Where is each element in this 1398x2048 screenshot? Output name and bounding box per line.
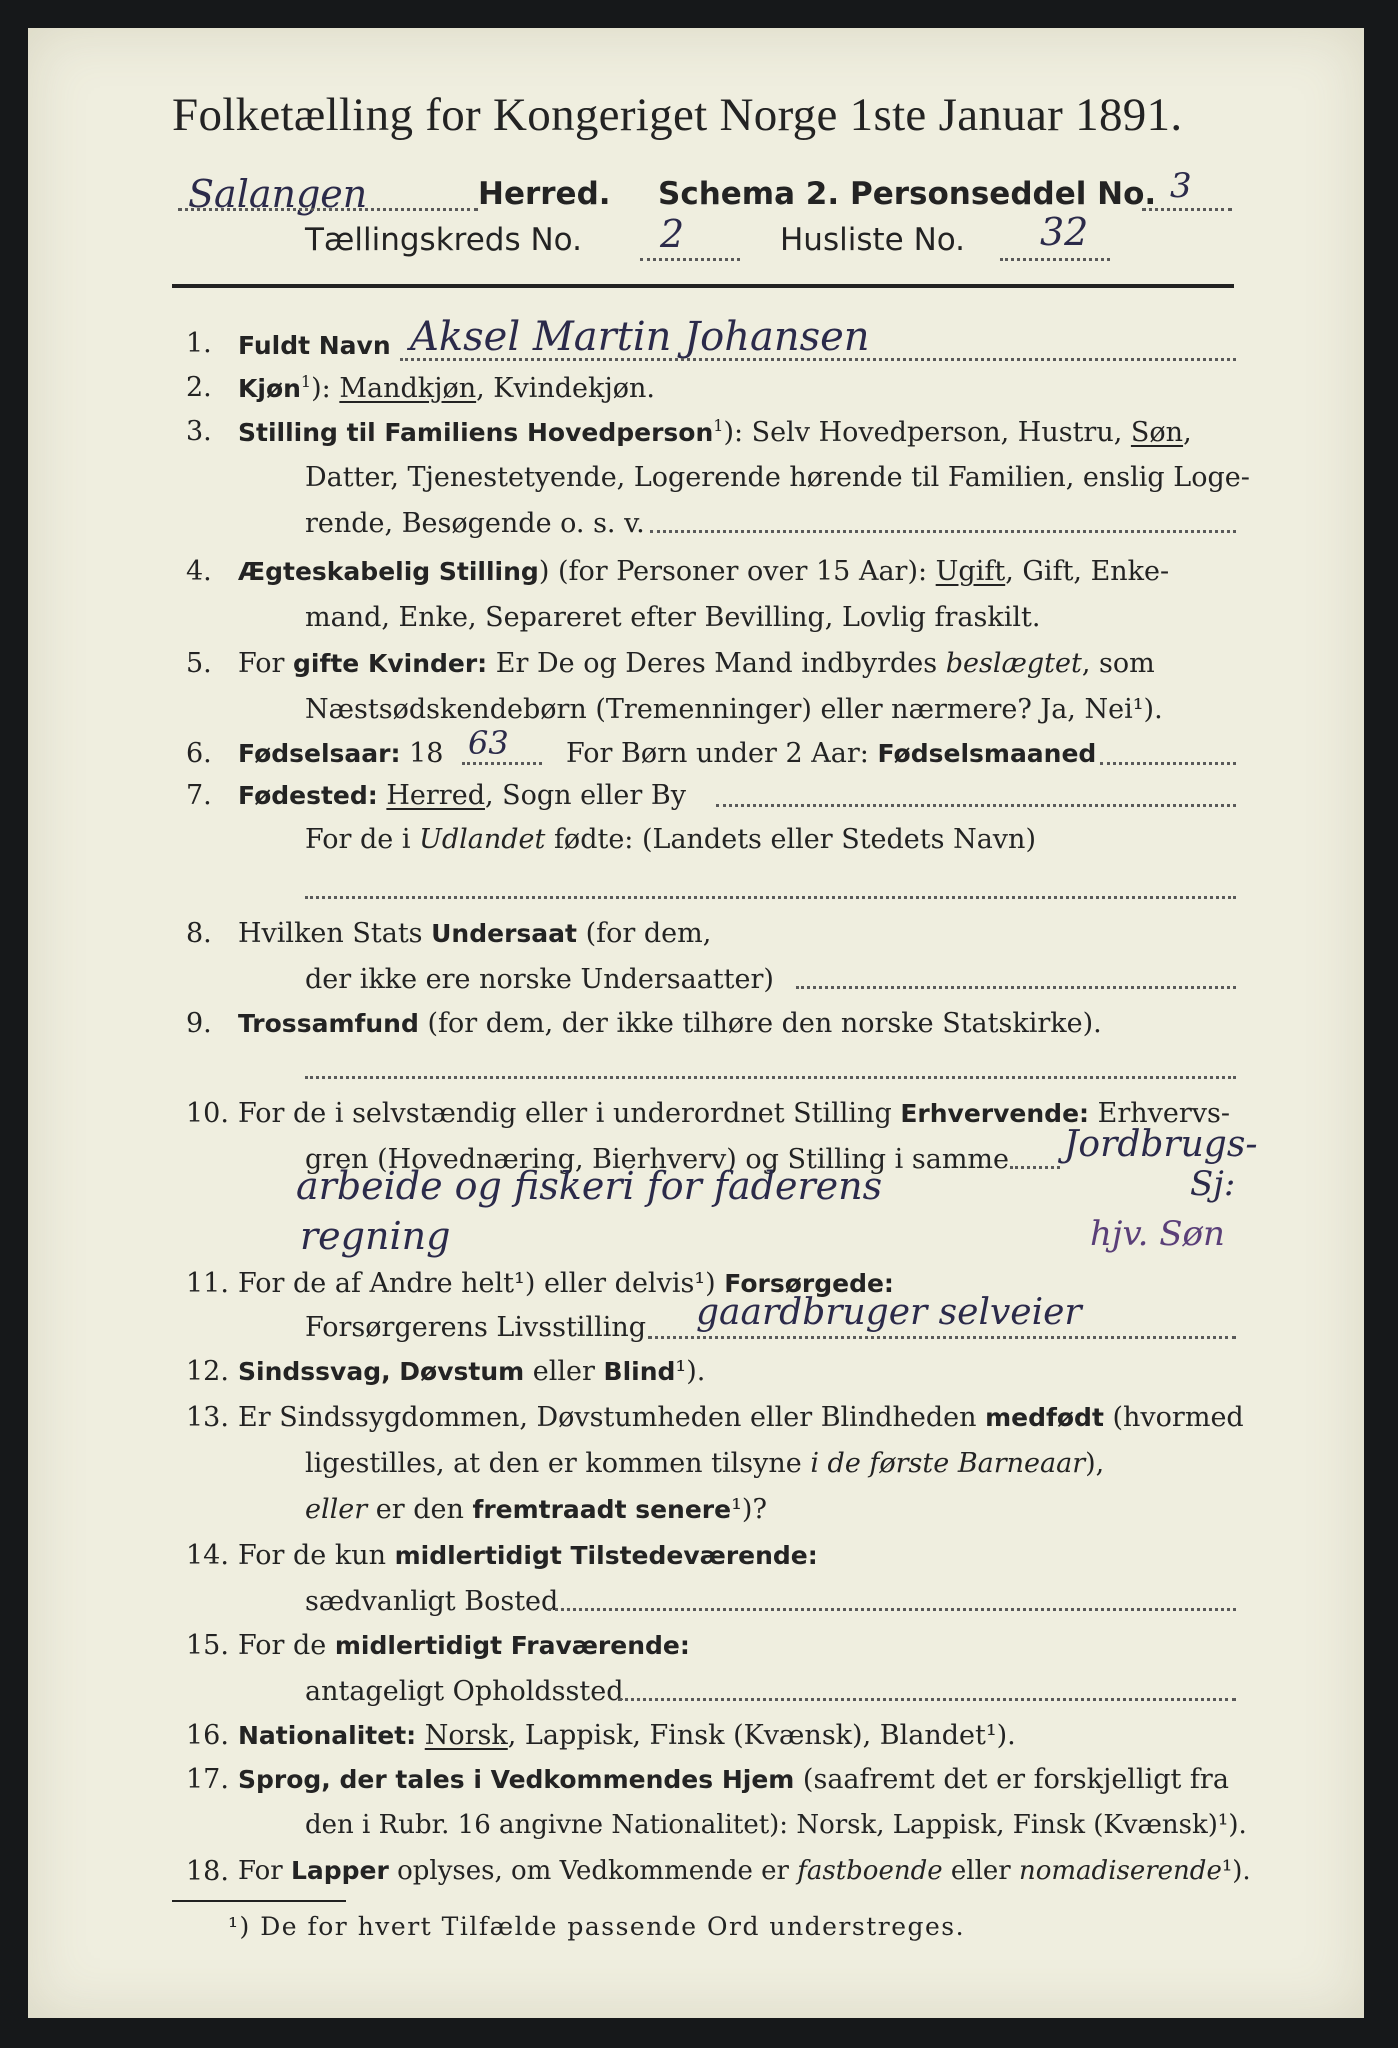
row-7-number: 7. (186, 780, 212, 811)
lapps-question: For Lapper oplyses, om Vedkommende er fastboende eller nomadiserende¹). (238, 1856, 1251, 1886)
citizenship-line2: der ikke ere norske Undersaatter) (305, 964, 774, 995)
son-selected: Søn (1130, 417, 1184, 448)
stay-place-label: antageligt Opholdssted (305, 1676, 624, 1707)
nationality-question: Nationalitet: Norsk, Lappisk, Finsk (Kvænsk), Blandet¹). (238, 1720, 1016, 1751)
row-14-number: 14. (186, 1540, 229, 1571)
kreds-no: 2 (660, 212, 685, 256)
occupation-answer-1: Jordbrugs- (1064, 1124, 1258, 1165)
form-title: Folketælling for Kongeriget Norge 1ste Januar 1891. (172, 89, 1183, 141)
provider-occupation-label: Forsørgerens Livsstilling (305, 1312, 647, 1343)
herred-value: Salangen (188, 172, 368, 216)
marital-status-line2: mand, Enke, Separeret efter Bevilling, Lovlig fraskilt. (305, 602, 1041, 633)
language-line2: den i Rubr. 16 angivne Nationalitet): Norsk, Lappisk, Finsk (Kvænsk)¹). (305, 1810, 1247, 1840)
birthplace-abroad: For de i Udlandet fødte: (Landets eller Stedets Navn) (305, 824, 1036, 855)
row-18-number: 18. (186, 1856, 229, 1887)
herred-label: Herred. (478, 176, 611, 212)
occupation-answer-2b: Sj: (1190, 1164, 1236, 1204)
language-question: Sprog, der tales i Vedkommendes Hjem (saafremt det er forskjelligt fra (238, 1764, 1229, 1795)
temporary-absent-question: For de midlertidigt Fraværende: (238, 1630, 690, 1661)
family-position-line2: Datter, Tjenestetyende, Logerende hørende til Familien, enslig Loge- (305, 462, 1250, 493)
row-16-number: 16. (186, 1720, 229, 1751)
footnote-rule (172, 1900, 346, 1902)
temporary-present-question: For de kun midlertidigt Tilstedeværende: (238, 1540, 818, 1571)
family-position-question: Stilling til Familiens Hovedperson$^1$): Selv Hovedperson, Hustru, Søn, (238, 416, 1192, 448)
schema-label: Schema 2. (658, 176, 840, 212)
occupation-question: For de i selvstændig eller i underordnet Stilling Erhvervende: Erhvervs- (238, 1098, 1230, 1129)
occupation-answer-2: arbeide og fiskeri for faderens (296, 1164, 883, 1208)
sex-male-selected: Mandkjøn (339, 373, 477, 404)
congenital-line3: eller er den fremtraadt senere¹)? (305, 1494, 767, 1525)
citizenship-question: Hvilken Stats Undersaat (for dem, (238, 918, 712, 949)
row-2-number: 2. (186, 372, 212, 403)
herred-selected: Herred (386, 780, 485, 811)
congenital-line2: ligestilles, at den er kommen tilsyne i de første Barneaar), (305, 1448, 1105, 1479)
row-5-number: 5. (186, 648, 212, 679)
header-rule (172, 284, 1234, 288)
birth-month-question: For Børn under 2 Aar: Fødselsmaaned (566, 738, 1097, 769)
birth-year-question: Fødselsaar: 18 (238, 738, 444, 769)
row-4-number: 4. (186, 556, 212, 587)
row-12-number: 12. (186, 1356, 229, 1387)
row-11-number: 11. (186, 1268, 229, 1299)
birthplace-question: Fødested: Herred, Sogn eller By (238, 780, 686, 811)
row-9-number: 9. (186, 1008, 212, 1039)
row-6-number: 6. (186, 738, 212, 769)
row-10-number: 10. (186, 1098, 229, 1129)
dependent-question: For de af Andre helt¹) eller delvis¹) Forsørgede: (238, 1268, 894, 1299)
row-1-number: 1. (186, 328, 212, 359)
sex-question: Kjøn$^1$): Mandkjøn, Kvindekjøn. (238, 372, 655, 404)
occupation-line2: gren (Hovednæring, Bierhverv) og Stilling i samme (305, 1144, 1010, 1175)
husliste-no: 32 (1040, 210, 1089, 254)
occupation-answer-3b: hjv. Søn (1090, 1214, 1225, 1254)
row-3-number: 3. (186, 416, 212, 447)
occupation-answer-3: regning (300, 1214, 451, 1258)
husliste-label: Husliste No. (780, 222, 966, 258)
married-women-line2: Næstsødskendebørn (Tremenninger) eller nærmere? Ja, Nei¹). (305, 694, 1163, 725)
provider-occupation-value: gaardbruger selveier (696, 1292, 1082, 1333)
religion-question: Trossamfund (for dem, der ikke tilhøre den norske Statskirke). (238, 1008, 1102, 1039)
kreds-label: Tællingskreds No. (305, 222, 582, 258)
disability-question: Sindssvag, Døvstum eller Blind¹). (238, 1356, 706, 1387)
marital-status-question: Ægteskabelig Stilling) (for Personer over 15 Aar): Ugift, Gift, Enke- (238, 556, 1170, 587)
congenital-question: Er Sindssygdommen, Døvstumheden eller Blindheden medfødt (hvormed (238, 1402, 1244, 1433)
family-position-line3: rende, Besøgende o. s. v. (305, 508, 645, 539)
row-13-number: 13. (186, 1402, 229, 1433)
row-15-number: 15. (186, 1630, 229, 1661)
full-name-value: Aksel Martin Johansen (410, 314, 870, 360)
row-17-number: 17. (186, 1764, 229, 1795)
personseddel-no: 3 (1170, 166, 1192, 206)
footnote: ¹) De for hvert Tilfælde passende Ord understreges. (228, 1912, 966, 1941)
full-name-label: Fuldt Navn (238, 331, 391, 360)
norwegian-selected: Norsk (424, 1720, 508, 1751)
married-women-question: For gifte Kvinder: Er De og Deres Mand indbyrdes beslægtet, som (238, 648, 1155, 679)
usual-residence-label: sædvanligt Bosted (305, 1586, 559, 1617)
row-8-number: 8. (186, 918, 212, 949)
unmarried-selected: Ugift (935, 556, 1006, 587)
personseddel-label: Personseddel No. (850, 176, 1157, 212)
birth-year-value: 63 (468, 724, 509, 762)
